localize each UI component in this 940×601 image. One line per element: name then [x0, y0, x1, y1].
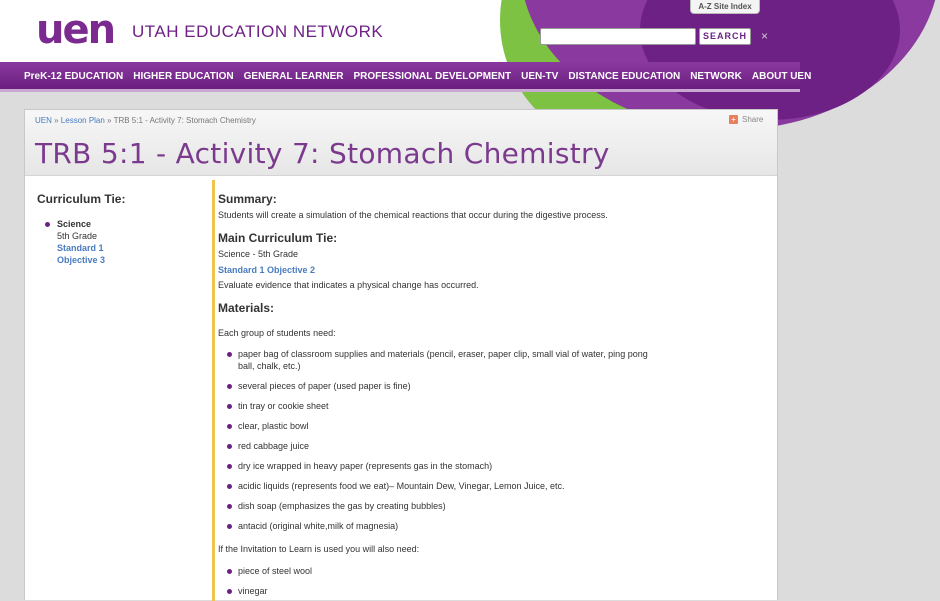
content-card — [24, 109, 778, 600]
nav-item-general-learner[interactable]: GENERAL LEARNER — [243, 71, 344, 82]
list-item: red cabbage juice — [218, 440, 758, 452]
summary-text: Students will create a simulation of the chemical reactions that occur during the digestive process. — [218, 210, 608, 220]
site-header — [0, 0, 800, 62]
invitation-intro: If the Invitation to Learn is used you will also need: — [218, 544, 420, 554]
curriculum-tie-list — [45, 218, 105, 266]
list-item: several pieces of paper (used paper is fine) — [218, 380, 758, 392]
bullet-icon — [227, 504, 232, 509]
nav-item-distance-education[interactable]: DISTANCE EDUCATION — [568, 71, 681, 82]
bullet-icon — [227, 464, 232, 469]
title-band — [25, 110, 777, 176]
summary-heading: Summary: — [218, 192, 277, 206]
share-button[interactable] — [729, 115, 763, 124]
materials-heading: Materials: — [218, 301, 275, 315]
curriculum-subject: Science — [57, 219, 92, 229]
bullet-icon — [227, 444, 232, 449]
curriculum-grade: 5th Grade — [57, 231, 98, 241]
list-item: dry ice wrapped in heavy paper (represents gas in the stomach) — [218, 460, 758, 472]
list-item: dish soap (emphasizes the gas by creating bubbles) — [218, 500, 758, 512]
main-tie-subject-grade: Science - 5th Grade — [218, 249, 299, 259]
breadcrumb-current: TRB 5:1 - Activity 7: Stomach Chemistry — [113, 116, 256, 125]
search-input[interactable] — [540, 28, 696, 45]
curriculum-tie-item — [45, 218, 105, 266]
list-item: clear, plastic bowl — [218, 420, 758, 432]
breadcrumb — [35, 116, 256, 125]
az-site-index-link[interactable]: A-Z Site Index — [690, 0, 760, 14]
org-name[interactable]: UTAH EDUCATION NETWORK — [132, 22, 384, 41]
main-nav — [0, 62, 812, 92]
bullet-icon — [227, 404, 232, 409]
nav-item-prek12[interactable]: PreK-12 EDUCATION — [24, 71, 124, 82]
main-curriculum-tie-heading: Main Curriculum Tie: — [218, 231, 338, 245]
bullet-icon — [45, 222, 50, 227]
nav-item-about-uen[interactable]: ABOUT UEN — [751, 71, 812, 82]
bullet-icon — [227, 424, 232, 429]
materials-list — [218, 348, 758, 532]
materials-intro: Each group of students need: — [218, 328, 336, 338]
list-item: vinegar — [218, 585, 758, 597]
breadcrumb-separator: » — [51, 116, 61, 125]
nav-item-network[interactable]: NETWORK — [690, 71, 742, 82]
invitation-materials-list — [218, 565, 758, 597]
column-divider — [212, 180, 215, 601]
bullet-icon — [227, 484, 232, 489]
main-tie-text: Evaluate evidence that indicates a physical change has occurred. — [218, 280, 479, 290]
bullet-icon — [227, 569, 232, 574]
bullet-icon — [227, 524, 232, 529]
breadcrumb-lesson-plan-link[interactable]: Lesson Plan — [60, 116, 105, 125]
lesson-content — [218, 192, 758, 597]
bullet-icon — [227, 384, 232, 389]
page-title: TRB 5:1 - Activity 7: Stomach Chemistry — [35, 137, 610, 170]
breadcrumb-separator: » — [104, 116, 114, 125]
list-item: antacid (original white,milk of magnesia) — [218, 520, 758, 532]
bullet-icon — [227, 589, 232, 594]
close-icon[interactable]: × — [761, 29, 769, 43]
nav-item-uen-tv[interactable]: UEN-TV — [521, 71, 559, 82]
curriculum-tie-heading: Curriculum Tie: — [37, 192, 126, 206]
bullet-icon — [227, 352, 232, 357]
list-item: paper bag of classroom supplies and materials (pencil, eraser, paper clip, small vial of water, ping pong ball, chalk, etc.) — [218, 348, 658, 372]
nav-item-professional-development[interactable]: PROFESSIONAL DEVELOPMENT — [353, 71, 512, 82]
main-tie-standard-link[interactable]: Standard 1 Objective 2 — [218, 265, 316, 275]
plus-icon: + — [729, 115, 738, 124]
nav-item-higher-education[interactable]: HIGHER EDUCATION — [133, 71, 234, 82]
curriculum-objective-link[interactable]: Objective 3 — [57, 255, 106, 265]
curriculum-standard-link[interactable]: Standard 1 — [57, 243, 104, 253]
uen-logo[interactable]: uen — [36, 7, 115, 53]
list-item: tin tray or cookie sheet — [218, 400, 758, 412]
search-button[interactable]: SEARCH — [699, 28, 751, 45]
list-item: acidic liquids (represents food we eat)– Mountain Dew, Vinegar, Lemon Juice, etc. — [218, 480, 758, 492]
list-item: piece of steel wool — [218, 565, 758, 577]
breadcrumb-home-link[interactable]: UEN — [35, 116, 52, 125]
share-label: Share — [742, 115, 764, 124]
